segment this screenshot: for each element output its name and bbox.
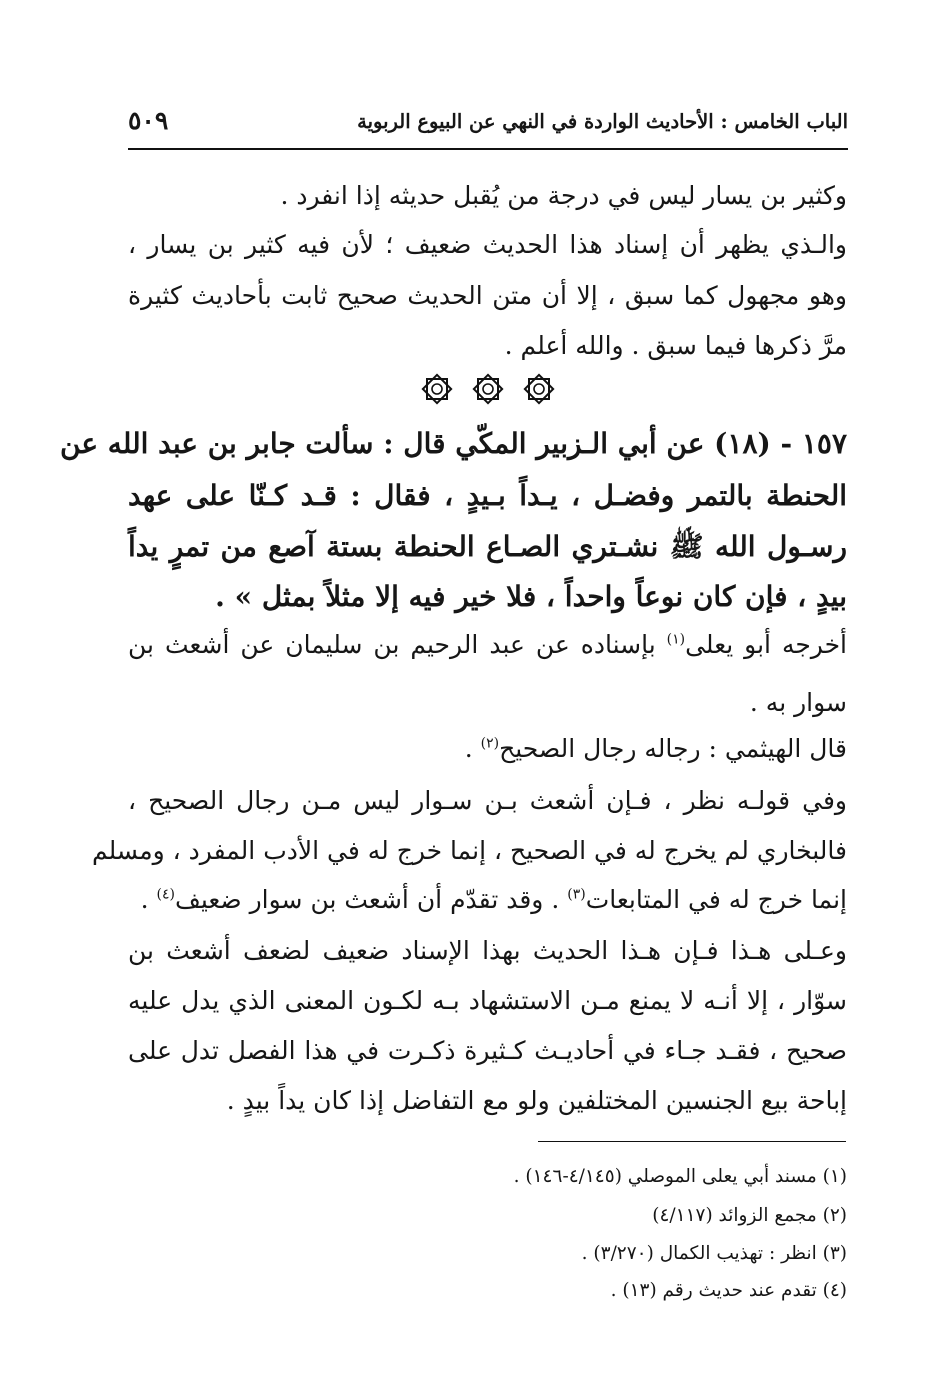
footnote-ref: (٢): [480, 735, 500, 752]
hadith-text: عن أبي الـزبير المكّي قال : سألت جابر بن عبد الله عن: [60, 427, 705, 460]
takhrij-text: بإسناده عن عبد الرحيم بن سليمان عن أشعث بن: [128, 630, 667, 659]
conclusion-line: إباحة بيع الجنسين المختلفين ولو مع التفاضل إذا كان يداً بيدٍ .: [226, 1086, 847, 1115]
page-number: ٥٠٩: [128, 106, 169, 135]
critique-line: وفي قولـه نظر ، فـإن أشعث بـن سـوار ليس مـن رجال الصحيح ،: [128, 786, 847, 815]
critique-text: إنما خرج له في المتابعات: [585, 885, 847, 914]
takhrij-line: سوار به .: [749, 688, 847, 717]
header-rule: [128, 148, 848, 150]
conclusion-line: وعـلى هـذا فـإن هـذا الحديث بهذا الإسناد ضعيف لضعف أشعث بن: [128, 936, 847, 965]
critique-line: فالبخاري لم يخرج له في الصحيح ، إنما خرج له في الأدب المفرد ، ومسلم: [92, 836, 847, 865]
footnote-ref: (٣): [567, 886, 586, 903]
conclusion-line: صحيح ، فقـد جـاء في أحاديـث كـثيرة ذكـرت في هذا الفصل تدل على: [128, 1036, 847, 1065]
critique-text: . وقد تقدّم أن أشعث بن سوار ضعيف: [174, 885, 568, 914]
eight-point-star-ornament-icon: [522, 372, 556, 406]
footnote-ref: (١): [666, 631, 686, 648]
footnote: (٢) مجمع الزوائد (٤/١١٧): [652, 1205, 847, 1226]
hadith-line: الحنطة بالتمر وفضـل ، يـداً بـيدٍ ، فقال : قـد كـنّا على عهد: [128, 479, 847, 512]
hadith-number: ١٥٧ - (١٨): [714, 427, 847, 460]
paragraph-line: والـذي يظهر أن إسناد هذا الحديث ضعيف ؛ لأن فيه كثير بن يسار ،: [128, 230, 847, 259]
paragraph-line: وهو مجهول كما سبق ، إلا أن متن الحديث صحيح ثابت بأحاديث كثيرة: [128, 281, 847, 310]
hadith-line: بيدٍ ، فإن كان نوعاً واحداً ، فلا خير فيه إلا مثلاً بمثل » .: [215, 580, 847, 613]
haythami-line: [465, 736, 847, 761]
section-divider: [420, 372, 556, 406]
paragraph-line: مرَّ ذكرها فيما سبق . والله أعلم .: [504, 331, 847, 360]
haythami-end: .: [464, 734, 481, 763]
footnote: (٣) انظر : تهذيب الكمال (٣/٢٧٠) .: [581, 1243, 847, 1264]
footnote: (١) مسند أبي يعلى الموصلي (٤/١٤٥-١٤٦) .: [513, 1166, 847, 1187]
critique-line: [141, 887, 847, 912]
footnote-ref: (٤): [156, 886, 175, 903]
hadith-line: رسـول الله ﷺ نشـتري الصـاع الحنطة بستة آصع من تمرٍ يداً: [128, 530, 847, 563]
footnote: (٤) تقدم عند حديث رقم (١٣) .: [610, 1280, 847, 1301]
eight-point-star-ornament-icon: [420, 372, 454, 406]
takhrij-text: أخرجه أبو يعلى: [685, 630, 847, 659]
footnote-rule: [538, 1141, 846, 1142]
hadith-line: [60, 427, 847, 460]
eight-point-star-ornament-icon: [471, 372, 505, 406]
paragraph-line: وكثير بن يسار ليس في درجة من يُقبل حديثه إذا انفرد .: [280, 181, 847, 210]
running-title: الباب الخامس : الأحاديث الواردة في النهي عن البيوع الربوية: [357, 110, 848, 133]
haythami-text: قال الهيثمي : رجاله رجال الصحيح: [499, 734, 847, 763]
page-header: [128, 106, 848, 146]
critique-text: .: [140, 885, 157, 914]
conclusion-line: سوّار ، إلا أنـه لا يمنع مـن الاستشهاد بـه لكـون المعنى الذي يدل عليه: [128, 986, 847, 1015]
takhrij-line: [128, 632, 847, 657]
